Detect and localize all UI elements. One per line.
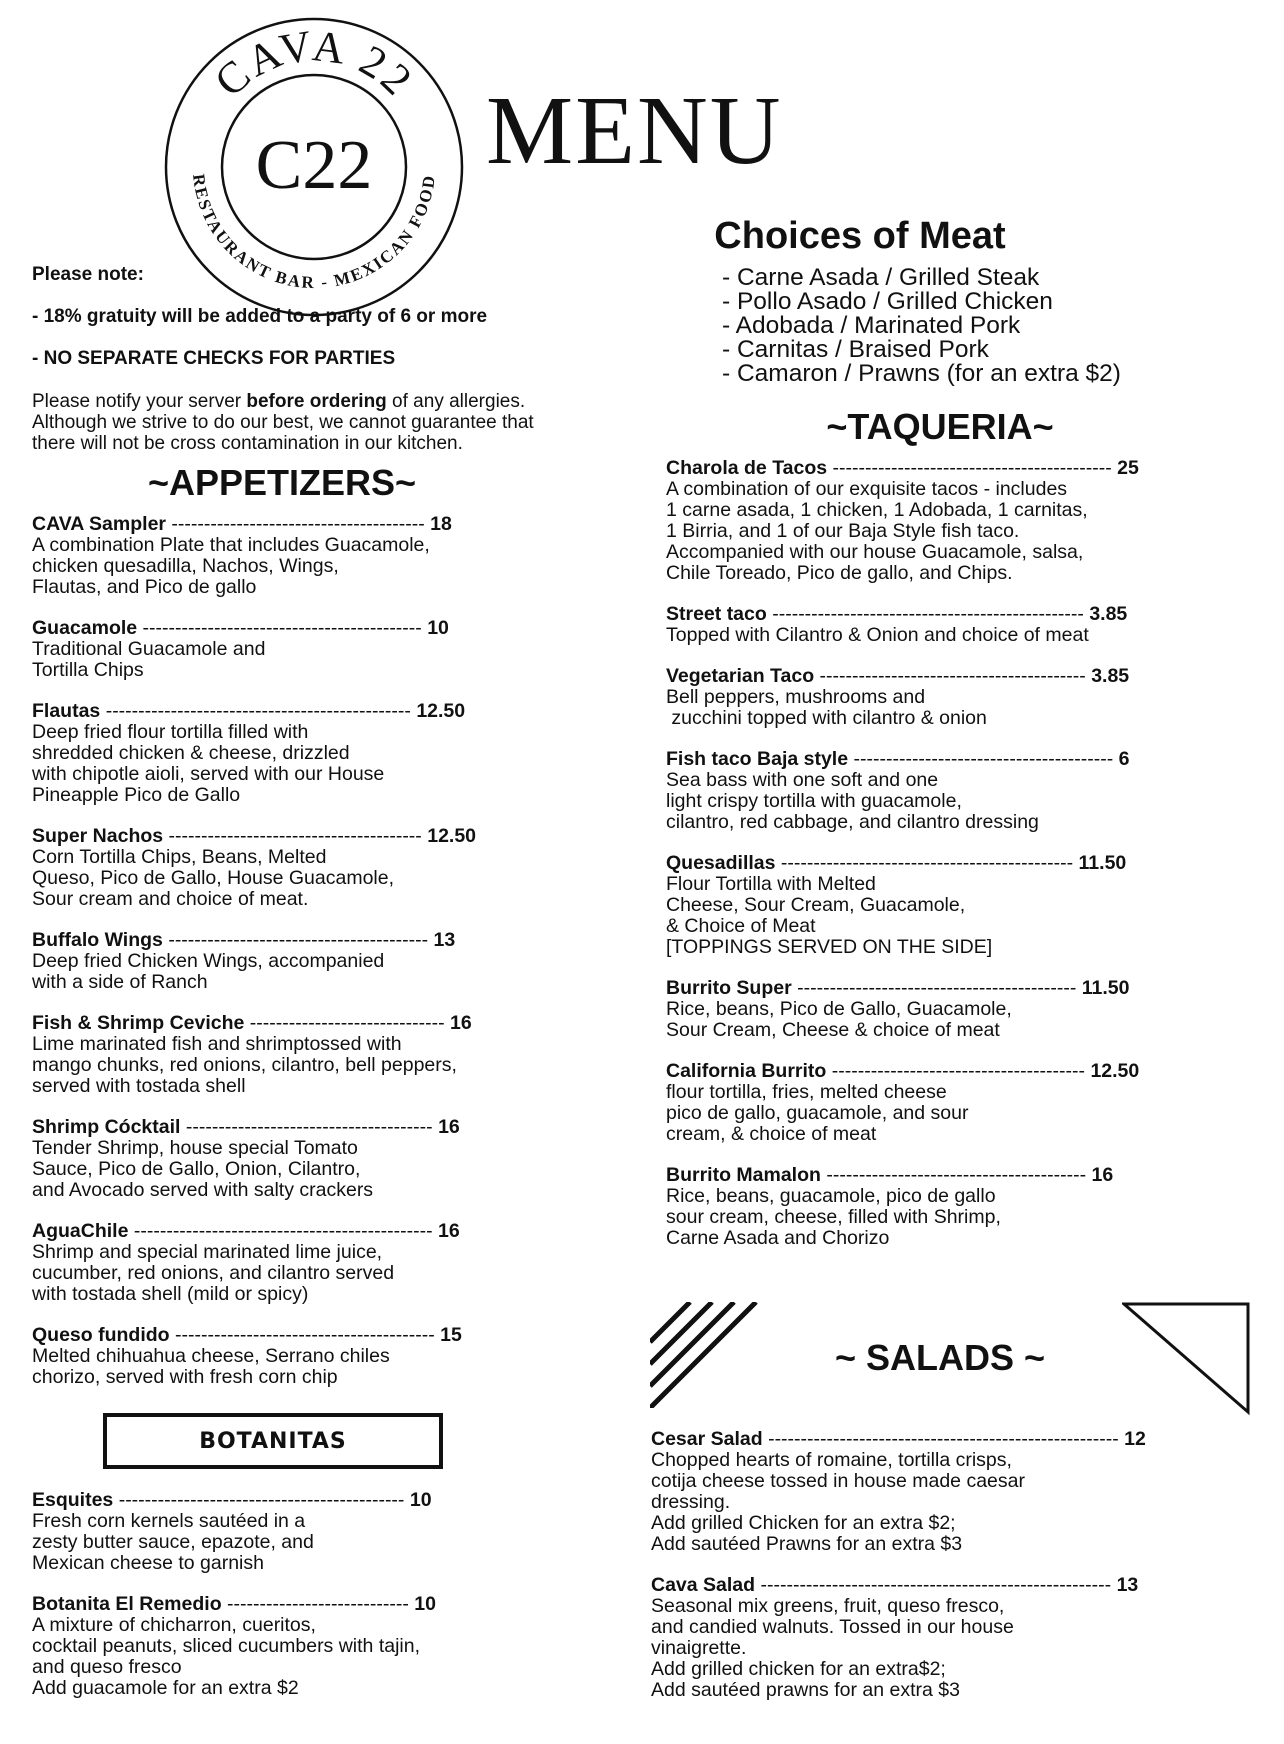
menu-item-name: Buffalo Wings: [32, 929, 163, 951]
menu-item: [666, 1165, 1276, 1249]
menu-item-description-line: Add sautéed Prawns for an extra $3: [651, 1533, 963, 1555]
menu-item-description-line: zucchini topped with cilantro & onion: [666, 707, 987, 729]
menu-item-dashes: ----------------------------------------: [820, 1164, 1092, 1186]
menu-item-name: Charola de Tacos: [666, 457, 828, 479]
menu-item-description-line: Sour Cream, Cheese & choice of meat: [666, 1019, 1000, 1041]
menu-item-description-line: Seasonal mix greens, fruit, queso fresco,: [651, 1595, 1005, 1617]
menu-item-description-line: A mixture of chicharron, cueritos,: [32, 1614, 316, 1636]
menu-item: [32, 1594, 592, 1699]
menu-item-header: [666, 1165, 1276, 1186]
menu-item-price: 11.50: [1081, 977, 1130, 999]
meats-list: [722, 266, 1121, 386]
menu-item-name: Street taco: [666, 603, 767, 625]
menu-item: [32, 1325, 592, 1388]
menu-item-description-line: Corn Tortilla Chips, Beans, Melted: [32, 846, 327, 868]
logo-ring-text-bottom: RESTAURANT BAR - MEXICAN FOOD: [189, 172, 439, 293]
menu-item-price: 12: [1124, 1428, 1146, 1450]
menu-item-price: 16: [437, 1220, 460, 1242]
svg-text:CAVA 22: [205, 21, 423, 106]
menu-item-description-line: Bell peppers, mushrooms and: [666, 686, 926, 708]
menu-item-description-line: Pineapple Pico de Gallo: [32, 784, 241, 806]
taqueria-list: [666, 458, 1276, 1249]
logo-monogram: C22: [255, 127, 373, 204]
menu-item-name: Burrito Mamalon: [666, 1164, 821, 1186]
logo-ring-text-top: CAVA 22: [205, 21, 424, 107]
menu-item-dashes: ------------------------------------------------------: [762, 1428, 1125, 1450]
menu-item-header: [666, 749, 1276, 770]
menu-item: [666, 853, 1276, 958]
appetizers-list: [32, 514, 592, 1388]
meat-choice: - Carnitas / Braised Pork: [722, 336, 989, 363]
menu-item-description-line: cocktail peanuts, sliced cucumbers with tajin,: [32, 1635, 421, 1657]
menu-item-header: [32, 1594, 592, 1615]
menu-item-header: [32, 618, 592, 639]
menu-item-header: [32, 826, 592, 847]
menu-item-description-line: cucumber, red onions, and cilantro served: [32, 1262, 395, 1284]
menu-item-name: Botanita El Remedio: [32, 1593, 222, 1615]
menu-item-dashes: -----------------------------------------: [814, 665, 1092, 687]
menu-item-description-line: A combination of our exquisite tacos - includes: [666, 478, 1068, 500]
menu-item-dashes: ---------------------------------------: [163, 825, 428, 847]
menu-item-description-line: Shrimp and special marinated lime juice,: [32, 1241, 383, 1263]
menu-item-price: 10: [427, 617, 449, 639]
menu-item-description-line: Chile Toreado, Pico de gallo, and Chips.: [666, 562, 1013, 584]
menu-item-name: California Burrito: [666, 1060, 827, 1082]
menu-item-description-line: cream, & choice of meat: [666, 1123, 877, 1145]
menu-item-dashes: -------------------------------------------: [791, 977, 1082, 999]
menu-item: [32, 826, 592, 910]
menu-item-description-line: Deep fried flour tortilla filled with: [32, 721, 309, 743]
notes-checks: - NO SEPARATE CHECKS FOR PARTIES: [32, 348, 396, 369]
menu-item-description-line: Cheese, Sour Cream, Guacamole,: [666, 894, 966, 916]
menu-item-description-line: served with tostada shell: [32, 1075, 246, 1097]
meat-choice: - Carne Asada / Grilled Steak: [722, 264, 1040, 291]
menu-item-description-line: Tortilla Chips: [32, 659, 144, 681]
menu-item-description-line: Deep fried Chicken Wings, accompanied: [32, 950, 385, 972]
menu-item-description-line: Tender Shrimp, house special Tomato: [32, 1137, 358, 1159]
menu-item-price: 13: [1116, 1574, 1139, 1596]
menu-item-dashes: -------------------------------------------: [137, 617, 428, 639]
menu-item: [32, 618, 592, 681]
meat-choice: - Camaron / Prawns (for an extra $2): [722, 360, 1121, 387]
menu-item-dashes: --------------------------------------: [180, 1116, 439, 1138]
menu-item-description-line: Queso, Pico de Gallo, House Guacamole,: [32, 867, 395, 889]
menu-item-description-line: cotija cheese tossed in house made caesar: [651, 1470, 1025, 1492]
menu-item-dashes: ---------------------------------------: [826, 1060, 1091, 1082]
menu-item-description-line: Mexican cheese to garnish: [32, 1552, 264, 1574]
menu-item-name: Esquites: [32, 1489, 114, 1511]
menu-item-name: Cesar Salad: [651, 1428, 763, 1450]
menu-item: [666, 458, 1276, 584]
menu-item-name: Fish & Shrimp Ceviche: [32, 1012, 245, 1034]
menu-item-dashes: -----------------------------------------------: [100, 700, 417, 722]
menu-item-dashes: ----------------------------------------------: [128, 1220, 438, 1242]
menu-item-dashes: ----------------------------------------: [169, 1324, 441, 1346]
notes-heading: Please note:: [32, 264, 144, 285]
menu-item-name: CAVA Sampler: [32, 513, 167, 535]
menu-item-price: 16: [1091, 1164, 1114, 1186]
menu-item-description-line: Add guacamole for an extra $2: [32, 1677, 299, 1699]
menu-item-description-line: and queso fresco: [32, 1656, 182, 1678]
menu-item-description-line: Add sautéed prawns for an extra $3: [651, 1679, 960, 1701]
notes-gratuity: - 18% gratuity will be added to a party of 6 or more: [32, 306, 488, 327]
menu-item-description-line: Carne Asada and Chorizo: [666, 1227, 890, 1249]
menu-item-dashes: ----------------------------: [221, 1593, 415, 1615]
menu-item: [666, 1061, 1276, 1145]
menu-item-dashes: ---------------------------------------------: [775, 852, 1079, 874]
menu-item-name: Quesadillas: [666, 852, 776, 874]
menu-item-description-line: Fresh corn kernels sautéed in a: [32, 1510, 306, 1532]
menu-item-header: [651, 1429, 1271, 1450]
menu-item-description-line: Add grilled Chicken for an extra $2;: [651, 1512, 956, 1534]
menu-item-header: [32, 1221, 592, 1242]
menu-item-header: [666, 1061, 1276, 1082]
menu-item-dashes: ------------------------------------------------------: [755, 1574, 1117, 1596]
triangle-decoration: [1122, 1300, 1252, 1416]
menu-item-description-line: Melted chihuahua cheese, Serrano chiles: [32, 1345, 390, 1367]
menu-item-price: 16: [450, 1012, 472, 1034]
menu-item-description-line: Accompanied with our house Guacamole, salsa,: [666, 541, 1084, 563]
menu-item-description-line: Sour cream and choice of meat.: [32, 888, 309, 910]
menu-item: [32, 514, 592, 598]
page-title: MENU: [486, 77, 783, 185]
menu-item-description-line: chorizo, served with fresh corn chip: [32, 1366, 338, 1388]
menu-item-description-line: Sauce, Pico de Gallo, Onion, Cilantro,: [32, 1158, 361, 1180]
menu-item-name: Burrito Super: [666, 977, 792, 999]
menu-item-price: 16: [438, 1116, 460, 1138]
menu-item-price: 6: [1118, 748, 1130, 770]
menu-item-name: Shrimp Cócktail: [32, 1116, 181, 1138]
menu-item: [32, 1490, 592, 1574]
notes-allergy: Please notify your server before ordering of any allergies. Although we strive to do our best, we cannot guarantee that there will not be cross contamination in our kitchen.: [32, 391, 534, 454]
meat-choice: - Adobada / Marinated Pork: [722, 312, 1021, 339]
menu-item: [32, 1117, 592, 1201]
menu-item: [32, 930, 592, 993]
menu-item-description-line: shredded chicken & cheese, drizzled: [32, 742, 350, 764]
menu-item-header: [666, 978, 1276, 999]
menu-item-description-line: 1 carne asada, 1 chicken, 1 Adobada, 1 carnitas,: [666, 499, 1088, 521]
menu-item-description-line: 1 Birria, and 1 of our Baja Style fish taco.: [666, 520, 1020, 542]
menu-item-description-line: Rice, beans, Pico de Gallo, Guacamole,: [666, 998, 1012, 1020]
menu-item-dashes: ---------------------------------------: [166, 513, 431, 535]
menu-item-description-line: Flautas, and Pico de gallo: [32, 576, 257, 598]
menu-item-description-line: A combination Plate that includes Guacamole,: [32, 534, 430, 556]
menu-item-description-line: light crispy tortilla with guacamole,: [666, 790, 962, 812]
menu-item-description-line: with tostada shell (mild or spicy): [32, 1283, 309, 1305]
menu-item: [651, 1575, 1271, 1701]
menu-item-dashes: -------------------------------------------: [827, 457, 1118, 479]
menu-item-header: [32, 930, 592, 951]
menu-item-price: 3.85: [1089, 603, 1128, 625]
menu-item-description-line: & Choice of Meat: [666, 915, 816, 937]
menu-item-description-line: and Avocado served with salty crackers: [32, 1179, 374, 1201]
meat-choice: - Pollo Asado / Grilled Chicken: [722, 288, 1053, 315]
menu-item-name: Super Nachos: [32, 825, 164, 847]
botanitas-heading: BOTANITAS: [103, 1413, 443, 1469]
menu-item: [666, 749, 1276, 833]
menu-item-dashes: ----------------------------------------: [848, 748, 1119, 770]
menu-item-header: [666, 666, 1276, 687]
menu-item-header: [666, 853, 1276, 874]
menu-item-name: Fish taco Baja style: [666, 748, 849, 770]
menu-item-header: [32, 1117, 592, 1138]
menu-item-price: 10: [409, 1489, 432, 1511]
menu-item-price: 12.50: [1090, 1060, 1140, 1082]
menu-item-price: 13: [433, 929, 456, 951]
menu-item-description-line: chicken quesadilla, Nachos, Wings,: [32, 555, 339, 577]
menu-item-description-line: with a side of Ranch: [32, 971, 208, 993]
meats-heading: Choices of Meat: [714, 215, 1006, 257]
menu-item-name: AguaChile: [32, 1220, 129, 1242]
menu-item-description-line: pico de gallo, guacamole, and sour: [666, 1102, 969, 1124]
menu-item-price: 12.50: [427, 825, 477, 847]
menu-item-description-line: cilantro, red cabbage, and cilantro dressing: [666, 811, 1039, 833]
menu-item: [651, 1429, 1271, 1555]
appetizers-heading: ~APPETIZERS~: [147, 462, 417, 503]
menu-item-name: Cava Salad: [651, 1574, 756, 1596]
cava22-logo: [163, 16, 465, 318]
menu-item-description-line: zesty butter sauce, epazote, and: [32, 1531, 314, 1553]
menu-item-description-line: mango chunks, red onions, cilantro, bell peppers,: [32, 1054, 457, 1076]
menu-item-name: Queso fundido: [32, 1324, 170, 1346]
menu-item: [32, 1013, 592, 1097]
menu-item-description-line: Lime marinated fish and shrimptossed with: [32, 1033, 402, 1055]
botanitas-list: [32, 1490, 592, 1699]
menu-item-name: Flautas: [32, 700, 101, 722]
menu-item-description-line: Sea bass with one soft and one: [666, 769, 939, 791]
menu-item-description-line: Topped with Cilantro & Onion and choice of meat: [666, 624, 1089, 646]
menu-item: [32, 1221, 592, 1305]
taqueria-heading: ~TAQUERIA~: [826, 406, 1054, 447]
menu-item-name: Vegetarian Taco: [666, 665, 815, 687]
menu-item-description-line: with chipotle aioli, served with our House: [32, 763, 385, 785]
menu-item-price: 11.50: [1078, 852, 1127, 874]
menu-item-description-line: vinaigrette.: [651, 1637, 747, 1659]
menu-item-description-line: and candied walnuts. Tossed in our house: [651, 1616, 1014, 1638]
menu-item-price: 3.85: [1091, 665, 1130, 687]
menu-item: [666, 666, 1276, 729]
menu-item-dashes: ------------------------------------------------: [766, 603, 1090, 625]
menu-item-description-line: flour tortilla, fries, melted cheese: [666, 1081, 947, 1103]
menu-item-price: 25: [1117, 457, 1139, 479]
menu-item-description-line: Rice, beans, guacamole, pico de gallo: [666, 1185, 996, 1207]
menu-item-dashes: ----------------------------------------: [162, 929, 434, 951]
menu-item-description-line: dressing.: [651, 1491, 731, 1513]
menu-item-header: [32, 1325, 592, 1346]
menu-item: [666, 978, 1276, 1041]
menu-item: [32, 701, 592, 806]
salads-list: [651, 1429, 1271, 1701]
menu-item-name: Guacamole: [32, 617, 138, 639]
menu-item-header: [666, 458, 1276, 479]
menu-item-price: 12.50: [416, 700, 466, 722]
menu-item-header: [32, 701, 592, 722]
menu-item-header: [666, 604, 1276, 625]
menu-item-header: [32, 514, 592, 535]
menu-item-price: 10: [414, 1593, 436, 1615]
menu-item-description-line: [TOPPINGS SERVED ON THE SIDE]: [666, 936, 993, 958]
menu-item-description-line: Flour Tortilla with Melted: [666, 873, 876, 895]
menu-item-dashes: --------------------------------------------: [113, 1489, 410, 1511]
menu-item-header: [32, 1013, 592, 1034]
menu-item-price: 18: [430, 513, 452, 535]
menu-item-description-line: Traditional Guacamole and: [32, 638, 266, 660]
menu-item-dashes: ------------------------------: [244, 1012, 451, 1034]
menu-item-description-line: sour cream, cheese, filled with Shrimp,: [666, 1206, 1001, 1228]
menu-item: [666, 604, 1276, 646]
menu-item-description-line: Chopped hearts of romaine, tortilla crisps,: [651, 1449, 1012, 1471]
menu-item-price: 15: [440, 1324, 462, 1346]
salads-heading: ~ SALADS ~: [834, 1337, 1046, 1378]
menu-item-header: [32, 1490, 592, 1511]
menu-item-description-line: Add grilled chicken for an extra$2;: [651, 1658, 946, 1680]
menu-item-header: [651, 1575, 1271, 1596]
